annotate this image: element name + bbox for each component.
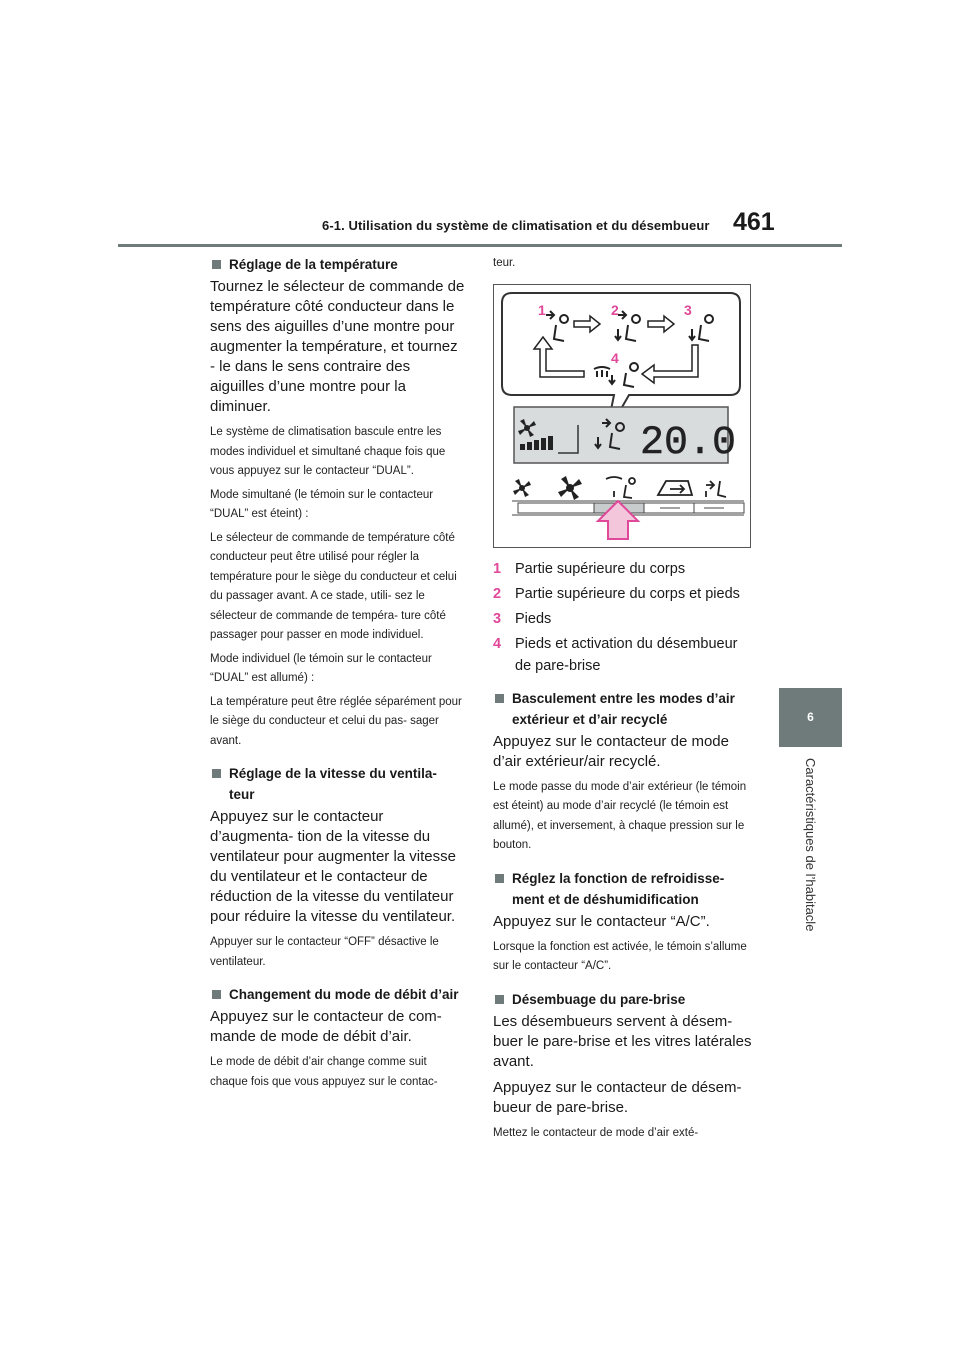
airflow-mode-figure — [493, 284, 751, 548]
heading-bullet — [212, 990, 221, 999]
fan-speed-note: Appuyer sur le contacteur “OFF” désactive le ventilateur. — [210, 936, 439, 968]
airflow-note-continued: teur. — [493, 257, 516, 269]
ac-heading — [493, 868, 755, 910]
defog-heading — [493, 989, 755, 1010]
heading-bullet — [495, 874, 504, 883]
defrost-mode-icon — [606, 477, 635, 498]
fan-low-icon — [513, 479, 531, 497]
display-temperature: 20.0 — [640, 420, 737, 466]
section-title: 6-1. Utilisation du système de climatisation et du désembueur — [322, 218, 710, 233]
chapter-label: Caractéristiques de l’habitacle — [803, 758, 818, 932]
legend-item — [493, 633, 755, 677]
temperature-note-5: La température peut être réglée séparément pour le siège du conducteur et celui du pas- sager avant. — [210, 695, 462, 747]
recirculation-icon — [658, 481, 692, 495]
air-recirculation-body: Appuyez sur le contacteur de mode d’air extérieur/air recyclé. — [493, 732, 729, 770]
temperature-body: Tournez le sélecteur de commande de température côté conducteur dans le sens des aiguilles d’une montre pour augmenter la température, et tournez - le dans le sens contraire des aiguilles d’une montre pour la diminuer. — [210, 278, 465, 415]
airflow-body: Appuyez sur le contacteur de com- mande de mode de débit d’air. — [210, 1008, 442, 1045]
header-rule — [118, 244, 842, 247]
temperature-heading — [210, 254, 465, 275]
temperature-note-3: Le sélecteur de commande de température côté conducteur peut être utilisé pour régler la température pour le siège du conducteur et celui du passager avant. A ce stade, utili- sez le sélecteur de commande de tempéra- ture côté passager pour passer en mode individuel. — [210, 531, 457, 641]
page-number: 461 — [733, 208, 775, 236]
mode-number-4: 4 — [611, 349, 619, 366]
mode-number-1: 1 — [538, 301, 546, 318]
legend-number: 3 — [493, 610, 502, 627]
fan-speed-body: Appuyez sur le contacteur d’augmenta- tion de la vitesse du ventilateur pour augmenter la vitesse du ventilateur et le contacteur de réduction de la vitesse du ventilateur pour réduire la vitesse du ventilateur. — [210, 808, 456, 925]
heading-bullet — [212, 260, 221, 269]
fan-high-icon — [558, 476, 582, 500]
defog-heading-text: Désembuage du pare-brise — [512, 991, 686, 1007]
fan-speed-heading-text: Réglage de la vitesse du ventila- teur — [229, 766, 437, 802]
heading-bullet — [495, 694, 504, 703]
air-recirculation-note: Le mode passe du mode d’air extérieur (le témoin est éteint) au mode d’air recyclé (le témoin est allumé), et inversement, à chaque pression sur le bouton. — [493, 780, 747, 851]
ac-body: Appuyez sur le contacteur “A/C”. — [493, 912, 710, 930]
heading-bullet — [495, 995, 504, 1004]
airflow-note: Le mode de débit d’air change comme suit chaque fois que vous appuyez sur le contac- — [210, 1056, 438, 1088]
air-recirculation-heading-text: Basculement entre les modes d’air extérieur et d’air recyclé — [512, 690, 735, 727]
mode-legend — [493, 558, 755, 677]
air-recirculation-heading — [493, 688, 755, 730]
right-column — [493, 254, 755, 1147]
temperature-heading-text: Réglage de la température — [229, 257, 398, 272]
heading-bullet — [212, 769, 221, 778]
ac-heading-text: Réglez la fonction de refroidisse- ment et de déshumidification — [512, 870, 725, 907]
mode-number-2: 2 — [611, 301, 619, 318]
legend-number: 4 — [493, 635, 502, 652]
legend-text: Pieds et activation du désembueur de pare-brise — [515, 635, 738, 674]
temperature-note-1: Le système de climatisation bascule entre les modes individuel et simultané chaque fois que vous appuyez sur le contacteur “DUAL”. — [210, 426, 446, 477]
left-column — [210, 254, 465, 1096]
defog-body-1: Les désembueurs servent à désem- buer le pare-brise et les vitres latérales avant. — [493, 1012, 752, 1070]
temperature-note-2: Mode simultané (le témoin sur le contacteur “DUAL” est éteint) : — [210, 488, 434, 520]
legend-item — [493, 583, 755, 605]
airflow-heading-text: Changement du mode de débit d’air — [229, 987, 459, 1002]
defog-note: Mettez le contacteur de mode d’air exté- — [493, 1126, 699, 1139]
airflow-diagram — [494, 285, 750, 547]
fan-speed-heading — [210, 763, 465, 805]
legend-text: Partie supérieure du corps et pieds — [515, 585, 740, 602]
ac-note: Lorsque la fonction est activée, le témoin s’allume sur le contacteur “A/C”. — [493, 940, 747, 972]
chapter-number: 6 — [807, 710, 814, 724]
legend-item — [493, 558, 755, 580]
legend-item — [493, 608, 755, 630]
legend-text: Pieds — [515, 610, 552, 627]
airflow-heading — [210, 984, 465, 1005]
mode-number-3: 3 — [684, 301, 692, 318]
legend-number: 1 — [493, 560, 502, 577]
legend-number: 2 — [493, 585, 502, 602]
temperature-note-4: Mode individuel (le témoin sur le contacteur “DUAL” est allumé) : — [210, 652, 432, 684]
face-feet-icon — [706, 481, 726, 497]
chapter-tab[interactable] — [779, 688, 842, 747]
legend-text: Partie supérieure du corps — [515, 560, 686, 577]
defog-body-2: Appuyez sur le contacteur de désem- bueur de pare-brise. — [493, 1078, 742, 1116]
